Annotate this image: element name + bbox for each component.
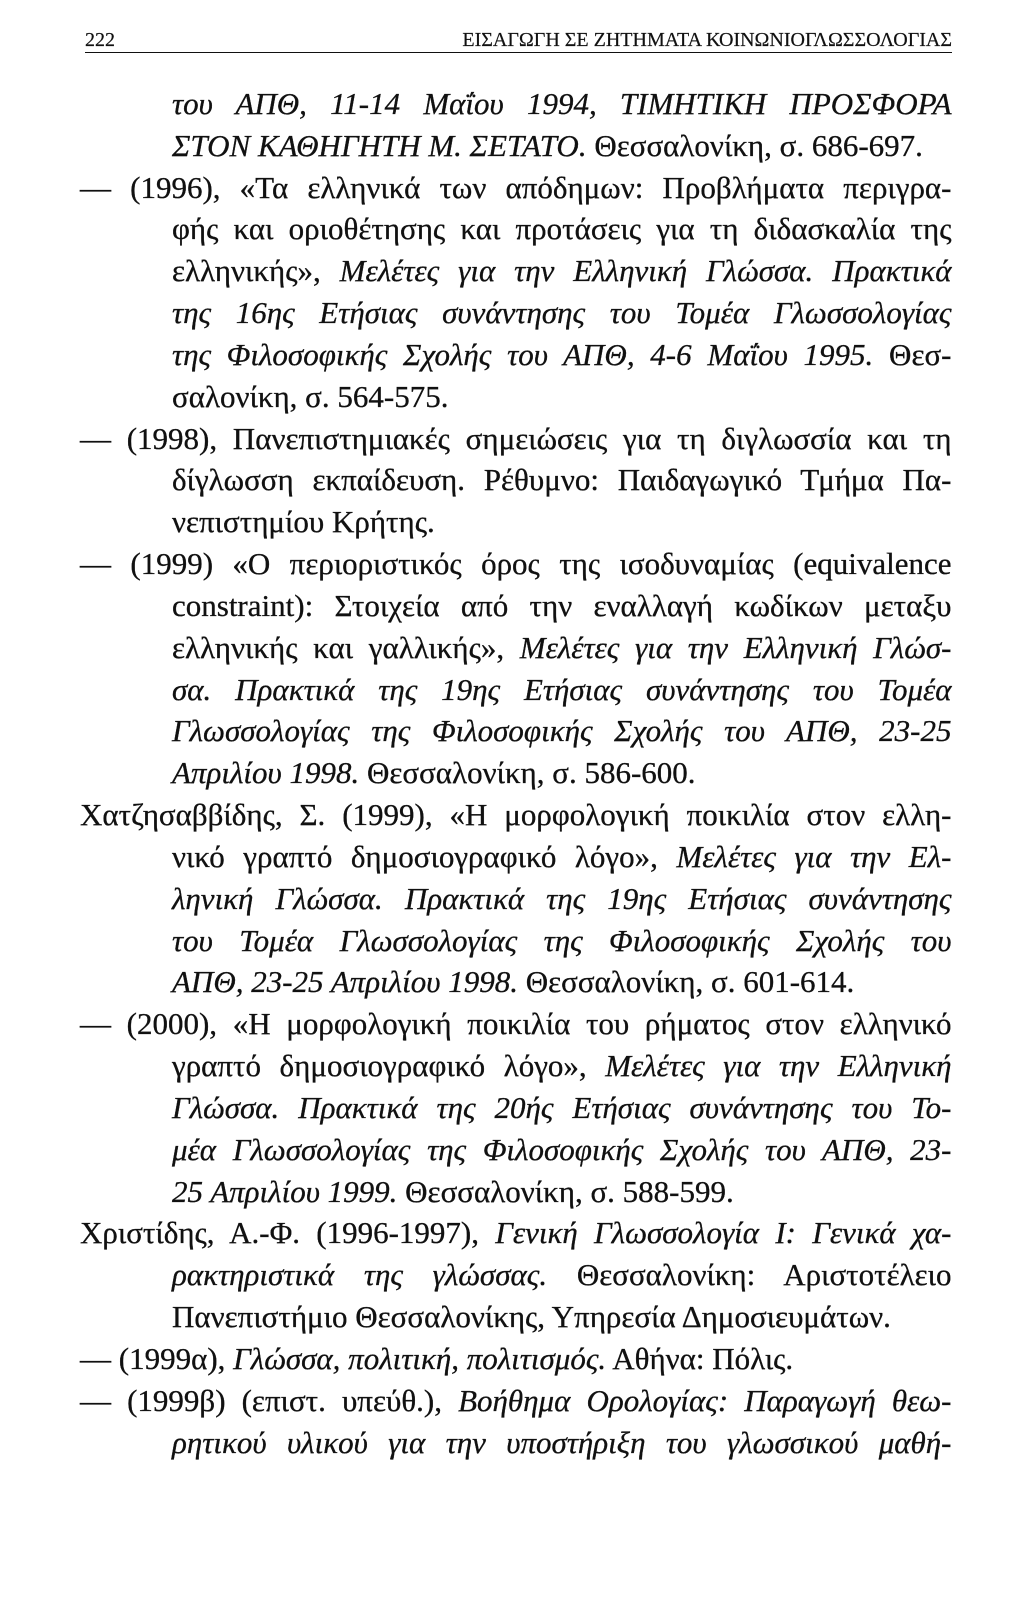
reference-line: [172, 1045, 952, 1087]
line-text: [172, 501, 435, 543]
publication-title-text: Γενική Γλωσσολογία Ι: Γενικά χα-: [495, 1215, 952, 1251]
reference-line: [172, 208, 952, 250]
reference-line: [80, 167, 952, 209]
publication-title-text: Γλώσσα, πολιτική, πολιτισμός.: [233, 1340, 607, 1376]
line-text: [172, 669, 952, 711]
running-title: ΕΙΣΑΓΩΓΗ ΣΕ ΖΗΤΗΜΑΤΑ ΚΟΙΝΩΝΙΟΓΛΩΣΣΟΛΟΓΙΑΣ: [462, 29, 952, 51]
reference-entry: [0, 167, 1024, 418]
reference-text: Χατζησαββίδης, Σ. (1999), «Η μορφολογική ποικιλία στον ελλη-: [80, 797, 952, 833]
reference-text: φής και οριοθέτησης και προτάσεις για τη διδασκαλία της: [172, 211, 952, 247]
publication-title-text: Γλωσσολογίας της Φιλοσοφικής Σχολής του ΑΠΘ, 23-25: [172, 713, 952, 749]
publication-title-text: Μελέτες για την Ελληνική Γλώσ-: [519, 629, 952, 665]
reference-line: [172, 501, 952, 543]
line-text: [172, 1254, 952, 1296]
reference-line: [172, 334, 952, 376]
reference-line: [172, 669, 952, 711]
publication-title-text: του ΑΠΘ, 11-14 Μαΐου 1994, ΤΙΜΗΤΙΚΗ ΠΡΟΣΦΟΡΑ: [172, 86, 952, 121]
reference-line: [80, 794, 952, 836]
publication-title-text: μέα Γλωσσολογίας της Φιλοσοφικής Σχολής του ΑΠΘ, 23-: [172, 1131, 952, 1167]
line-text: [80, 167, 952, 209]
line-text: [172, 920, 952, 962]
reference-entry: [0, 1212, 1024, 1337]
line-text: [172, 1045, 952, 1087]
reference-line: [172, 292, 952, 334]
reference-entry: [0, 543, 1024, 794]
line-text: [172, 459, 952, 501]
reference-line: [172, 1171, 952, 1213]
line-text: [172, 752, 696, 794]
page-number: 222: [85, 29, 115, 51]
publication-title-text: σα. Πρακτικά της 19ης Ετήσιας συνάντησης του Τομέα: [172, 671, 952, 707]
reference-line: [172, 376, 952, 418]
line-text: [80, 794, 952, 836]
reference-line: [80, 543, 952, 585]
line-text: [172, 627, 951, 669]
reference-text: ελληνικής και γαλλικής»,: [172, 629, 520, 665]
reference-entry: [0, 83, 1024, 167]
line-text: [172, 1171, 734, 1213]
reference-text: — (1999β) (επιστ. υπεύθ.),: [80, 1382, 459, 1418]
reference-entry: [0, 1003, 1024, 1212]
reference-text: — (1998), Πανεπιστημιακές σημειώσεις για τη διγλωσσία και τη: [80, 420, 952, 456]
reference-text: δίγλωσση εκπαίδευση. Ρέθυμνο: Παιδαγωγικό Τμήμα Πα-: [172, 462, 952, 498]
reference-line: [172, 250, 952, 292]
publication-title-text: Βοήθημα Ορολογίας: Παραγωγή θεω-: [458, 1382, 952, 1418]
publication-title-text: Γλώσσα. Πρακτικά της 20ής Ετήσιας συνάντησης του Το-: [172, 1089, 952, 1125]
publication-title-text: της 16ης Ετήσιας συνάντησης του Τομέα Γλωσσολογίας: [172, 295, 952, 331]
publication-title-text: της Φιλοσοφικής Σχολής του ΑΠΘ, 4-6 Μαΐου 1995.: [172, 336, 874, 372]
reference-line: [80, 418, 952, 460]
reference-text: Αθήνα: Πόλις.: [606, 1340, 794, 1376]
reference-text: Θεσσαλονίκη, σ. 588-599.: [397, 1173, 734, 1209]
publication-title-text: ΑΠΘ, 23-25 Απριλίου 1998.: [172, 964, 518, 1000]
reference-line: [80, 1338, 952, 1380]
line-text: [172, 1422, 952, 1464]
reference-line: [172, 1087, 952, 1129]
reference-line: [172, 459, 952, 501]
running-header: [85, 24, 952, 53]
reference-text: — (1999α),: [80, 1340, 234, 1376]
reference-text: γραπτό δημοσιογραφικό λόγο»,: [172, 1048, 606, 1084]
reference-line: [80, 1003, 952, 1045]
line-text: [172, 585, 952, 627]
line-text: [172, 250, 952, 292]
line-text: [172, 376, 448, 418]
line-text: [80, 1338, 793, 1380]
line-text: [172, 83, 952, 125]
line-text: [172, 125, 923, 167]
reference-text: σαλονίκη, σ. 564-575.: [172, 378, 449, 414]
reference-text: Θεσσαλονίκη, σ. 686-697.: [586, 127, 923, 163]
line-text: [80, 1003, 952, 1045]
line-text: [172, 836, 952, 878]
line-text: [80, 1380, 952, 1422]
publication-title-text: ρακτηριστικά της γλώσσας.: [172, 1257, 548, 1293]
reference-text: νικό γραπτό δημοσιογραφικό λόγο»,: [172, 838, 677, 874]
reference-text: constraint): Στοιχεία από την εναλλαγή κωδίκων μεταξυ: [172, 587, 952, 623]
reference-line: [80, 1212, 952, 1254]
reference-text: Θεσ-: [873, 336, 952, 372]
reference-line: [172, 710, 952, 752]
reference-entry: [0, 1338, 1024, 1380]
line-text: [172, 208, 952, 250]
publication-title-text: Απριλίου 1998.: [172, 755, 360, 791]
reference-entry: [0, 418, 1024, 543]
reference-text: Πανεπιστήμιο Θεσσαλονίκης, Υπηρεσία Δημοσιευμάτων.: [172, 1299, 891, 1335]
publication-title-text: Μελέτες για την Ελ-: [676, 838, 952, 874]
line-text: [172, 292, 952, 334]
reference-line: [172, 125, 952, 167]
bibliography: [0, 83, 1024, 1463]
publication-title-text: ρητικού υλικού για την υποστήριξη του γλωσσικού μαθή-: [172, 1424, 952, 1460]
reference-line: [172, 83, 952, 125]
reference-line: [80, 1380, 952, 1422]
line-text: [80, 418, 952, 460]
reference-line: [172, 585, 952, 627]
reference-text: Χριστίδης, Α.-Φ. (1996-1997),: [80, 1215, 496, 1251]
reference-text: Θεσσαλονίκη, σ. 586-600.: [359, 755, 696, 791]
publication-title-text: του Τομέα Γλωσσολογίας της Φιλοσοφικής Σχολής του: [172, 922, 952, 958]
line-text: [172, 1087, 952, 1129]
reference-line: [172, 961, 952, 1003]
reference-line: [172, 920, 952, 962]
reference-text: ελληνικής»,: [172, 253, 340, 289]
publication-title-text: Μελέτες για την Ελληνική Γλώσσα. Πρακτικά: [339, 253, 952, 289]
reference-line: [172, 1422, 952, 1464]
line-text: [80, 543, 952, 585]
line-text: [172, 1129, 952, 1171]
reference-line: [172, 836, 952, 878]
line-text: [172, 710, 952, 752]
reference-entry: [0, 1380, 1024, 1464]
reference-line: [172, 878, 952, 920]
reference-line: [172, 627, 952, 669]
line-text: [172, 878, 952, 920]
line-text: [80, 1212, 952, 1254]
reference-line: [172, 1296, 952, 1338]
publication-title-text: ΣΤΟΝ ΚΑΘΗΓΗΤΗ Μ. ΣΕΤΑΤΟ.: [172, 127, 587, 163]
reference-line: [172, 752, 952, 794]
reference-text: νεπιστημίου Κρήτης.: [172, 504, 435, 540]
line-text: [172, 1296, 891, 1338]
publication-title-text: ληνική Γλώσσα. Πρακτικά της 19ης Ετήσιας συνάντησης: [172, 880, 952, 916]
line-text: [172, 334, 952, 376]
reference-text: — (1999) «Ο περιοριστικός όρος της ισοδυναμίας (equivalence: [80, 546, 952, 582]
reference-text: Θεσσαλονίκη: Αριστοτέλειο: [547, 1257, 952, 1293]
publication-title-text: Μελέτες για την Ελληνική: [605, 1048, 952, 1084]
reference-text: — (2000), «Η μορφολογική ποικιλία του ρήματος στον ελληνικό: [80, 1006, 952, 1042]
reference-line: [172, 1254, 952, 1296]
publication-title-text: 25 Απριλίου 1999.: [172, 1173, 398, 1209]
reference-line: [172, 1129, 952, 1171]
reference-entry: [0, 794, 1024, 1003]
line-text: [172, 961, 854, 1003]
reference-text: — (1996), «Τα ελληνικά των απόδημων: Προβλήματα περιγρα-: [80, 169, 952, 205]
reference-text: Θεσσαλονίκη, σ. 601-614.: [517, 964, 855, 1000]
